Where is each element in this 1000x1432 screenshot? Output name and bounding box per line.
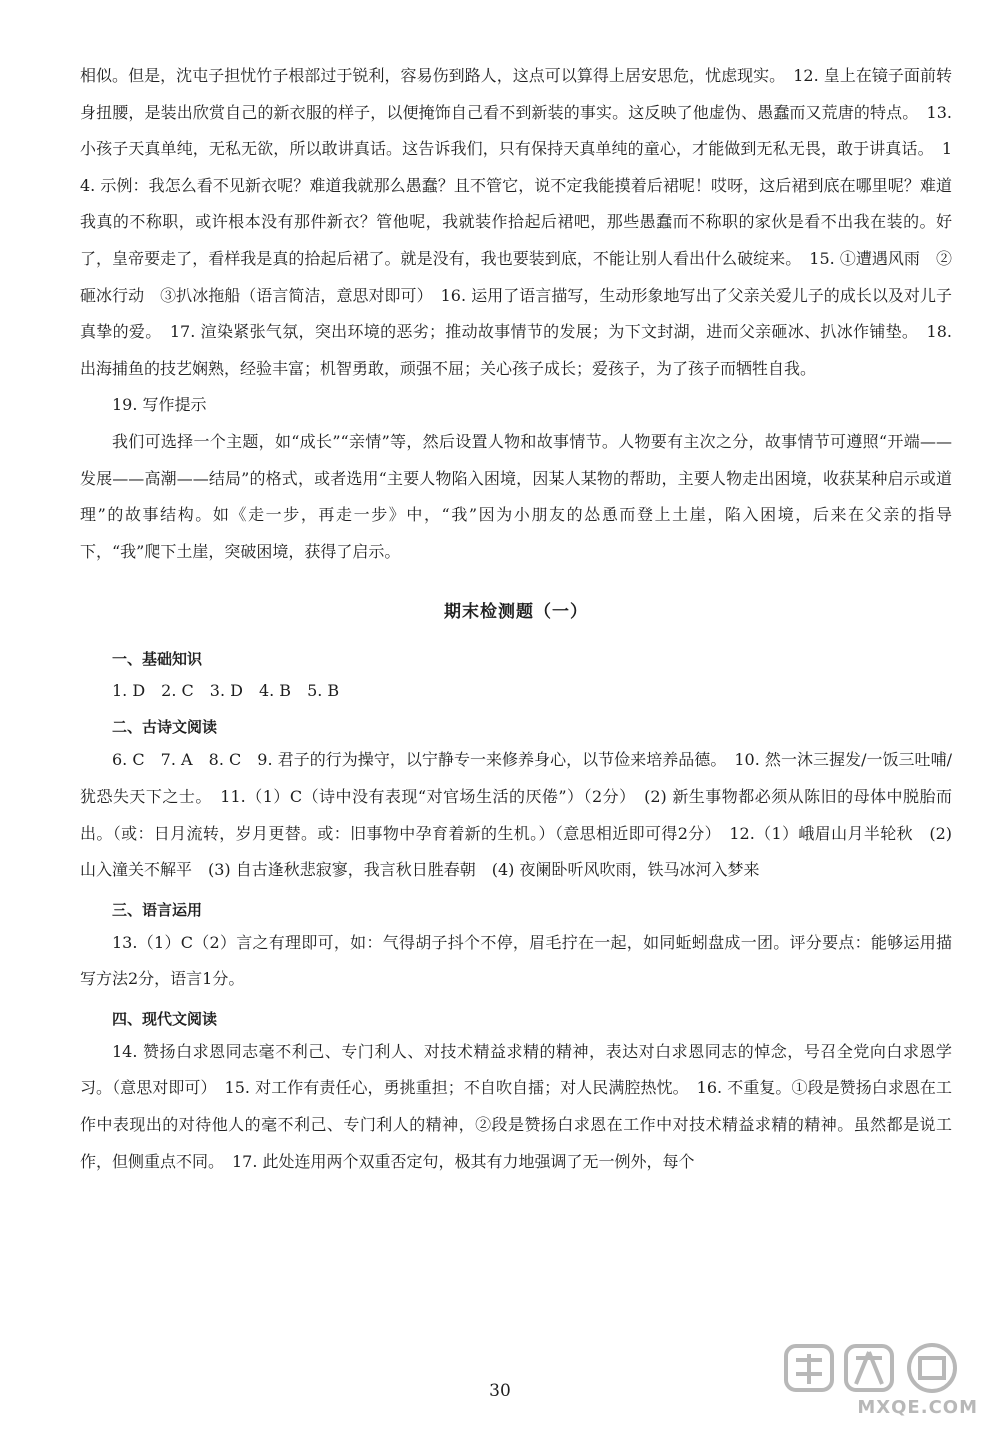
watermark — [782, 1340, 982, 1418]
answers-classical: 6. C 7. A 8. C 9. 君子的行为操守，以宁静专一来修养身心，以节俭来培养品德。 10. 然一沐三握发/一饭三吐哺/犹恐失天下之士。 11.（1）C（诗中没有表现“对官场生活的厌倦”）（2分） (2) 新生事物都必须从陈旧的母体中脱胎而出。（或：日月流转，岁月更替。或：旧事物中孕育着新的生机。）（意思相近即可得2分） 12.（1）峨眉山月半轮秋 (2) 山入潼关不解平 (3) 自古逢秋悲寂寥，我言秋日胜春朝 (4) 夜阑卧听风吹雨，铁马冰河入梦来 — [80, 750, 952, 880]
writing-tip-heading: 19. 写作提示 — [112, 395, 207, 415]
writing-tip-body: 我们可选择一个主题，如“成长”“亲情”等，然后设置人物和故事情节。人物要有主次之分，故事情节可遵照“开端——发展——高潮——结局”的格式，或者选用“主要人物陷入困境，因某人某物的帮助，主要人物走出困境，收获某种启示或道理”的故事结构。如《走一步，再走一步》中，“我”因为小朋友的怂恿而登上土崖，陷入困境，后来在父亲的指导下，“我”爬下土崖，突破困境，获得了启示。 — [80, 431, 952, 561]
page-number: 30 — [489, 1381, 511, 1401]
section-heading-language: 三、语言运用 — [112, 900, 203, 919]
answers-modern: 14. 赞扬白求恩同志毫不利己、专门利人、对技术精益求精的精神，表达对白求恩同志的悼念，号召全党向白求恩学习。（意思对即可） 15. 对工作有责任心，勇挑重担；不自吹自擂；对人民满腔热忱。 16. 不重复。①段是赞扬白求恩在工作中表现出的对待他人的毫不利己、专门利人的精神，②段是赞扬白求恩在工作中对技术精益求精的精神。虽然都是说工作，但侧重点不同。 17. 此处连用两个双重否定句，极其有力地强调了无一例外，每个 — [80, 1041, 952, 1171]
section-heading-classical: 二、古诗文阅读 — [112, 718, 218, 737]
watermark-url: MXQE.COM — [857, 1397, 978, 1418]
section-heading-modern: 四、现代文阅读 — [112, 1009, 218, 1028]
section-heading-basics: 一、基础知识 — [112, 650, 203, 669]
exam-title: 期末检测题（一） — [444, 602, 588, 623]
answers-language: 13.（1）C（2）言之有理即可，如：气得胡子抖个不停，眉毛拧在一起，如同蚯蚓盘成一团。评分要点：能够运用描写方法2分，语言1分。 — [80, 932, 952, 989]
answer-continuation-paragraph: 相似。但是，沈屯子担忧竹子根部过于锐利，容易伤到路人，这点可以算得上居安思危，忧虑现实。 12. 皇上在镜子面前转身扭腰，是装出欣赏自己的新衣服的样子，以便掩饰自己看不到新装的事实。这反映了他虚伪、愚蠢而又荒唐的特点。 13. 小孩子天真单纯，无私无欲，所以敢讲真话。这告诉我们，只有保持天真单纯的童心，才能做到无私无畏，敢于讲真话。 14. 示例：我怎么看不见新衣呢？难道我就那么愚蠢？且不管它，说不定我能摸着后裙呢！哎呀，这后裙到底在哪里呢？难道我真的不称职，或许根本没有那件新衣？管他呢，我就装作拾起后裙吧，那些愚蠢而不称职的家伙是看不出我在装的。好了，皇帝要走了，看样我是真的拾起后裙了。就是没有，我也要装到底，不能让别人看出什么破绽来。 15. ①遭遇风雨 ②砸冰行动 ③扒冰拖船（语言简洁，意思对即可） 16. 运用了语言描写，生动形象地写出了父亲关爱儿子的成长以及对儿子真挚的爱。 17. 渲染紧张气氛，突出环境的恶劣；推动故事情节的发展；为下文封湖，进而父亲砸冰、扒冰作铺垫。 18. 出海捕鱼的技艺娴熟，经验丰富；机智勇敢，顽强不屈；关心孩子成长；爱孩子，为了孩子而牺牲自我。 — [80, 66, 952, 378]
document-page — [80, 58, 952, 1180]
watermark-logo-icon — [782, 1340, 982, 1396]
answers-basics: 1. D 2. C 3. D 4. B 5. B — [112, 681, 340, 701]
